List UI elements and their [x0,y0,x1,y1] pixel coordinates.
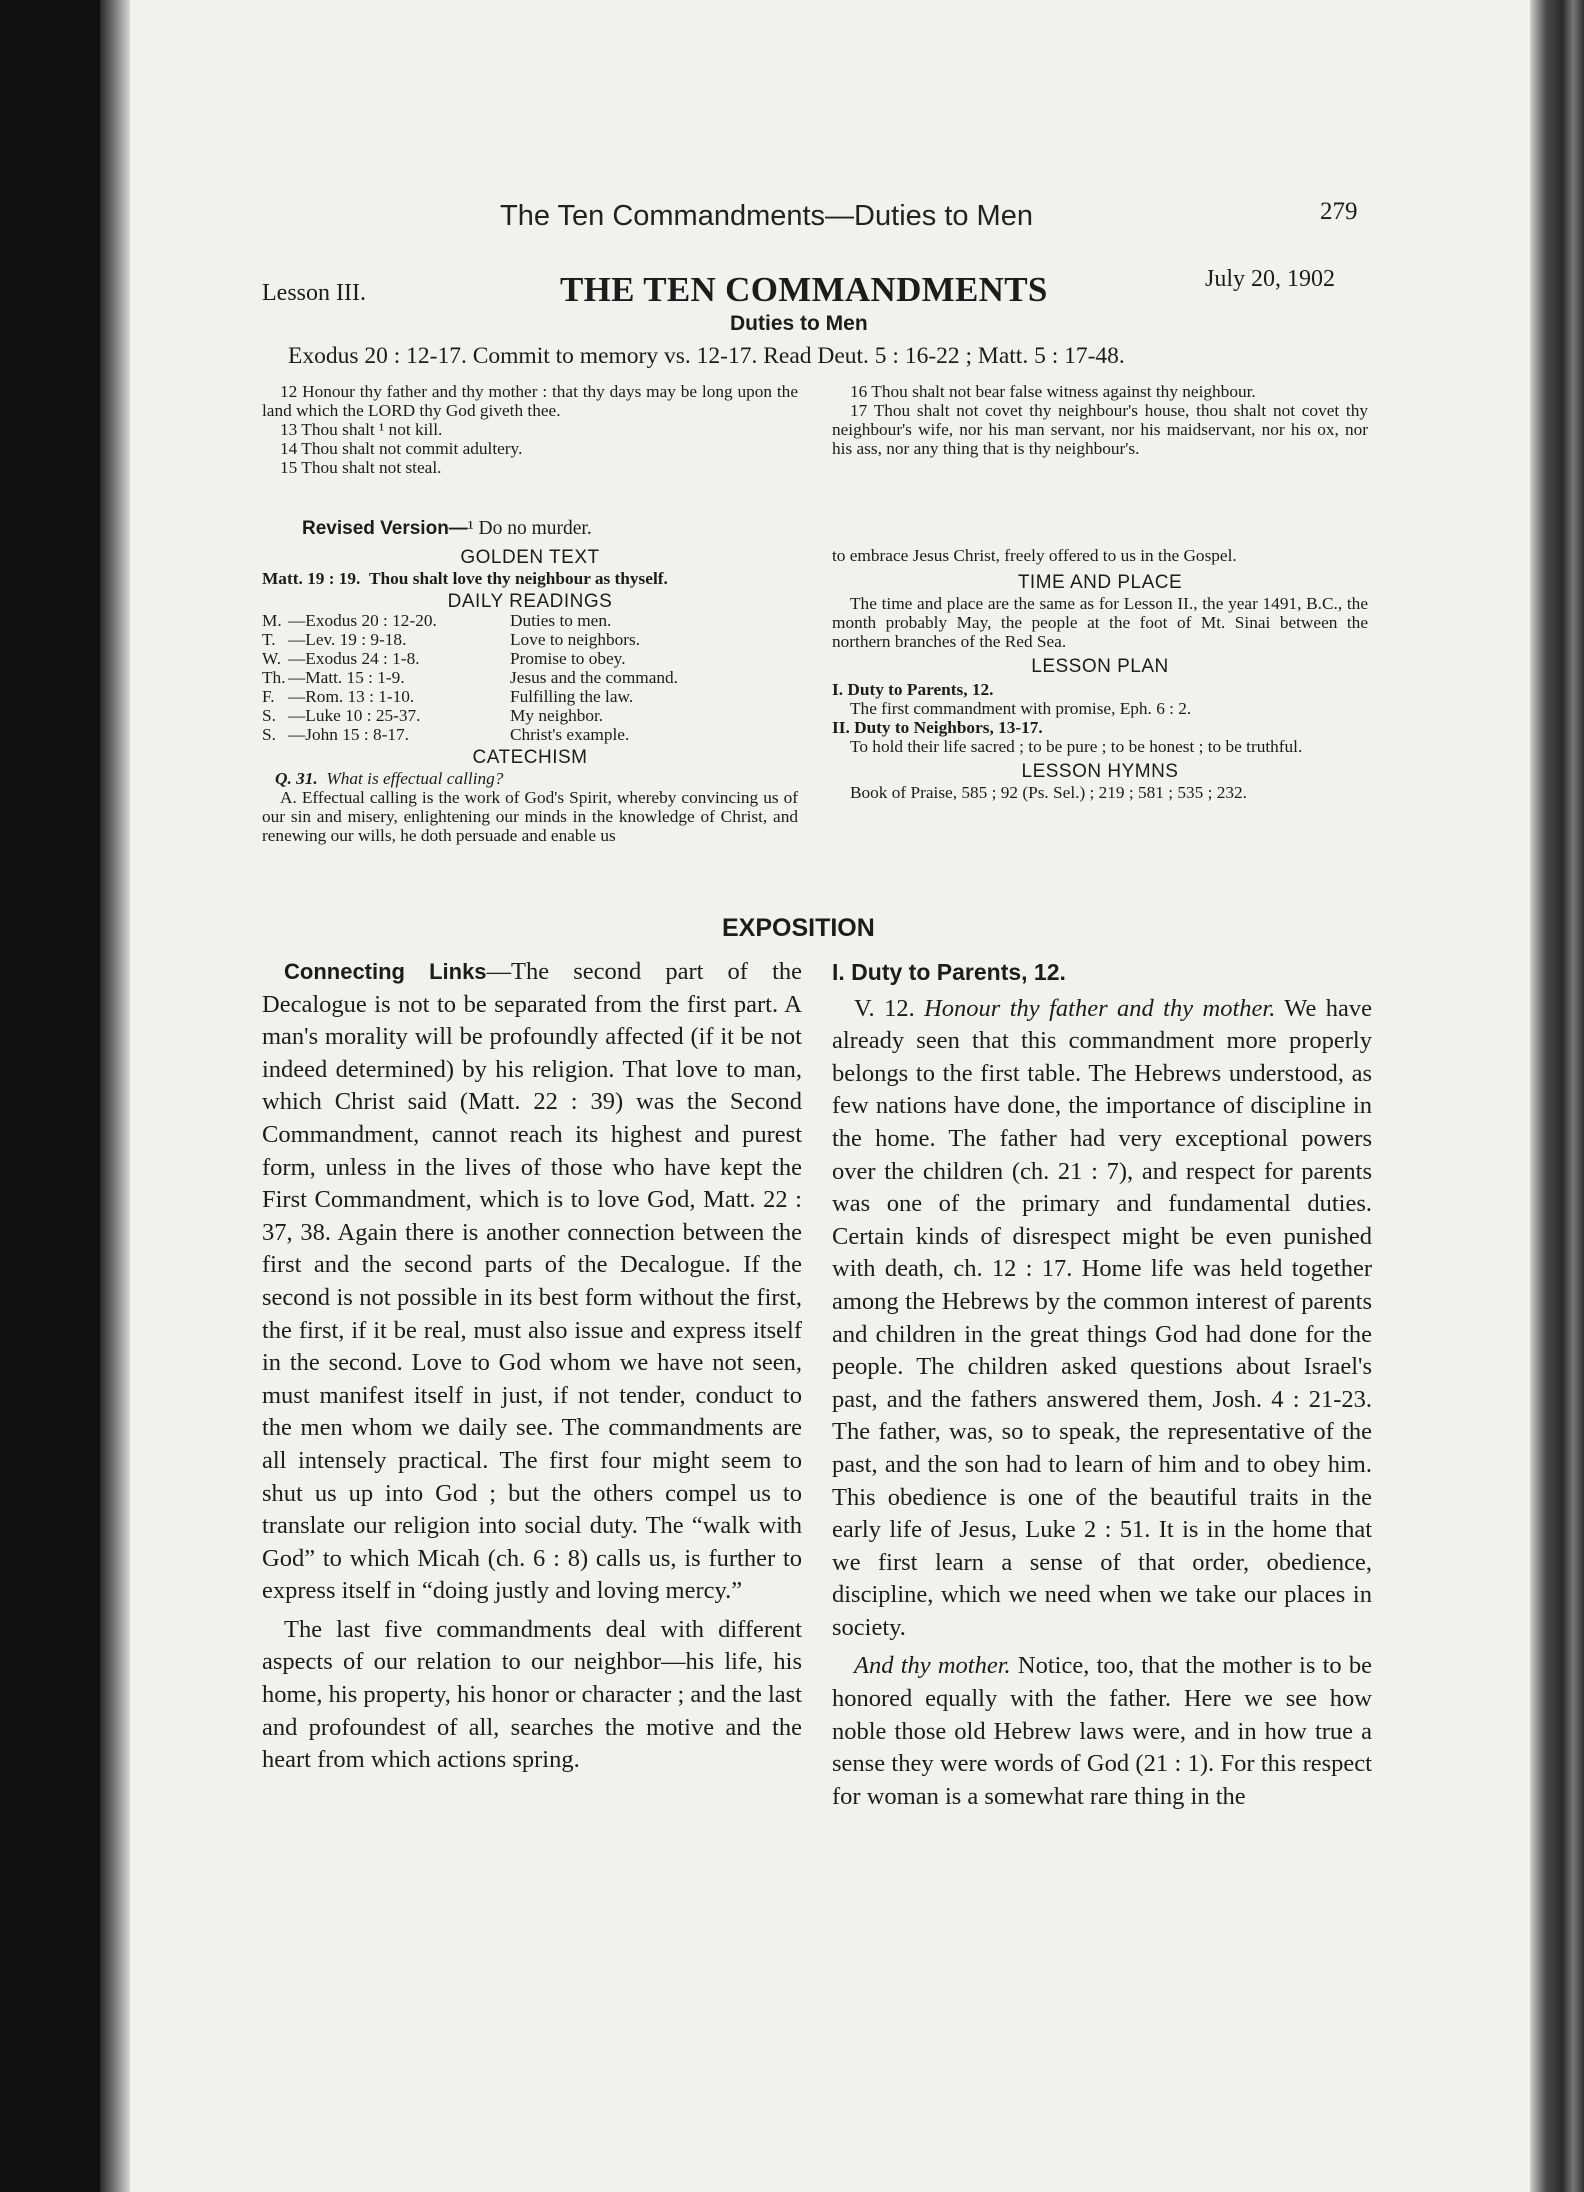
reading-topic: Christ's example. [510,725,630,744]
golden-text-heading: GOLDEN TEXT [460,547,600,568]
reading-topic: Promise to obey. [510,649,626,668]
mother-italic: And thy mother. [854,1652,1011,1680]
lesson-plan-item-2-head: II. Duty to Neighbors, 13-17. [832,718,1043,737]
catechism-answer: A. Effectual calling is the work of God's Spirit, whereby convincing us of our sin and misery, enlightening our minds in the knowledge of Christ, and renewing our wills, he doth persuade and enable us [262,788,798,845]
lesson-plan-item-1-text: The first commandment with promise, Eph. 6 : 2. [850,699,1192,718]
reading-row [262,630,678,649]
revised-version-note [302,518,592,540]
last-five-paragraph: The last five commandments deal with different aspects of our relation to our neighbor—his life, his home, his property, his honor or character ; and the last and profoundest of all, searches the motive and the heart from which actions spring. [262,1615,802,1774]
golden-text-ref: Matt. 19 : 19. [262,569,361,588]
daily-readings-table [262,611,678,744]
reading-row [262,649,678,668]
lesson-number: Lesson III. [262,280,366,306]
exposition-left-column [262,956,802,1777]
reading-day: W. [262,649,282,668]
reading-day: T. [262,630,276,649]
reading-topic: Love to neighbors. [510,630,641,649]
question-number: Q. 31. [274,769,318,788]
reading-day: Th. [262,668,286,687]
binding-shadow [100,0,130,2192]
reading-row [262,706,678,725]
lesson-plan-heading: LESSON PLAN [1031,656,1169,677]
catechism-heading: CATECHISM [472,747,588,768]
reading-topic: My neighbor. [510,706,604,725]
verse-17: 17 Thou shalt not covet thy neighbour's house, thou shalt not covet thy neighbour's wife, nor his man servant, nor his maidservant, nor his ox, nor his ass, nor any thing that is thy neighbour's. [832,401,1368,458]
mother-commentary: Notice, too, that the mother is to be honored equally with the father. Here we see how noble those old Hebrew laws were, and in how true a sense they were words of God (21 : 1). For this respect for woman is a somewhat rare thing in the [832,1652,1373,1810]
reading-day: S. [262,706,276,725]
verses-left [262,382,798,477]
time-place-heading: TIME AND PLACE [1017,572,1183,593]
reading-day: M. [262,611,282,630]
reading-ref: —Exodus 24 : 1-8. [288,649,420,668]
running-head: The Ten Commandments—Duties to Men [500,200,1033,232]
scripture-reference: Exodus 20 : 12-17. Commit to memory vs. 12-17. Read Deut. 5 : 16-22 ; Matt. 5 : 17-48. [288,343,1125,369]
lesson-plan-item-2-text: To hold their life sacred ; to be pure ; to be honest ; to be truthful. [850,737,1303,756]
connecting-links-paragraph [262,956,802,1608]
reading-row [262,687,678,706]
time-place-text: The time and place are the same as for Lesson II., the year 1491, B.C., the month probably May, the people at the foot of Mt. Sinai between the northern branches of the Red Sea. [832,594,1368,651]
page-edge [1530,0,1584,2192]
verse-16: 16 Thou shalt not bear false witness against thy neighbour. [850,382,1256,401]
verse-italic: Honour thy father and thy mother. [924,994,1276,1022]
verse-12-paragraph [832,993,1372,1645]
reading-topic: Duties to men. [510,611,612,630]
reading-ref: —Exodus 20 : 12-20. [288,611,437,630]
golden-text [262,569,798,588]
reading-day: F. [262,687,275,706]
reading-row [262,611,678,630]
reading-topic: Jesus and the command. [510,668,678,687]
lesson-date: July 20, 1902 [1205,266,1336,292]
verse-12: 12 Honour thy father and thy mother : that thy days may be long upon the land which the LORD thy God giveth thee. [262,382,798,420]
daily-readings-heading: DAILY READINGS [447,591,613,612]
mother-paragraph [832,1650,1372,1813]
lesson-hymns-heading: LESSON HYMNS [1021,761,1179,782]
lesson-plan-item-1 [832,680,1368,718]
golden-text-body: Thou shalt love thy neighbour as thyself. [369,569,668,588]
verse-13: 13 Thou shalt ¹ not kill. [280,420,443,439]
scan-dark-strip [0,0,100,2192]
verse-14: 14 Thou shalt not commit adultery. [280,439,523,458]
connecting-links-text: —The second part of the Decalogue is not to be separated from the first part. A man's morality will be profoundly affected (if it be not indeed determined) by his religion. That love to man, which Christ said (Matt. 22 : 39) was the Second Commandment, cannot reach its highest and purest form, unless in the lives of those who have kept the First Commandment, which is to love God, Matt. 22 : 37, 38. Again there is another connection between the first and the second parts of the Decalogue. If the second is not possible in its best form without the first, the first, if it be real, must also issue and express itself in the second. Love to God whom we have not seen, must manifest itself in just, if not tender, conduct to the men whom we daily see. The commandments are all intensely practical. The first four might seem to shut us up into God ; but the others compel us to translate our religion into social duty. The “walk with God” to which Micah (ch. 6 : 8) calls us, is further to express itself in “doing justly and loving mercy.” [262,958,802,1605]
reading-ref: —Lev. 19 : 9-18. [288,630,407,649]
reading-ref: —Luke 10 : 25-37. [288,706,421,725]
duty-to-parents-heading: I. Duty to Parents, 12. [832,959,1066,985]
exposition-heading: EXPOSITION [722,914,875,942]
catechism-answer-continued: to embrace Jesus Christ, freely offered to us in the Gospel. [832,546,1237,565]
question-text: What is effectual calling? [326,769,504,788]
page-number: 279 [1320,198,1358,225]
catechism-question [262,769,798,788]
lesson-helps-right [832,546,1368,802]
reading-day: S. [262,725,276,744]
reading-ref: —Matt. 15 : 1-9. [288,668,405,687]
lesson-title: THE TEN COMMANDMENTS [560,270,1048,309]
revised-version-label: Revised Version— [302,518,468,539]
lesson-subtitle: Duties to Men [730,312,868,335]
revised-version-text: ¹ Do no murder. [467,518,592,539]
reading-row [262,668,678,687]
lesson-helps-left [262,548,798,845]
connecting-links-heading: Connecting Links [284,959,487,984]
reading-ref: —Rom. 13 : 1-10. [288,687,415,706]
lesson-plan-item-2 [832,718,1368,756]
exposition-right-column [832,956,1372,1813]
verses-right [832,382,1368,458]
lesson-hymns-text: Book of Praise, 585 ; 92 (Ps. Sel.) ; 219 ; 581 ; 535 ; 232. [850,783,1247,802]
reading-row [262,725,678,744]
lesson-plan-item-1-head: I. Duty to Parents, 12. [832,680,994,699]
reading-ref: —John 15 : 8-17. [288,725,409,744]
verse-12-commentary: We have already seen that this commandment more properly belongs to the first table. The Hebrews understood, as few nations have done, the importance of discipline in the home. The father had very exceptional powers over the children (ch. 21 : 7), and respect for parents was one of the primary and fundamental duties. Certain kinds of disrespect might be even punished with death, ch. 12 : 17. Home life was held together among the Hebrews by the common interest of parents and children in the great things God had done for the people. The children asked questions about Israel's past, and the fathers answered them, Josh. 4 : 21-23. The father, was, so to speak, the representative of the past, and the son had to learn of him and to obey him. This obedience is one of the beautiful traits in the early life of Jesus, Luke 2 : 51. It is in the home that we first learn a sense of that order, obedience, discipline, which we need when we take our places in society. [832,994,1372,1641]
verse-15: 15 Thou shalt not steal. [280,458,442,477]
reading-topic: Fulfilling the law. [510,687,634,706]
verse-label: V. 12. [854,994,915,1022]
